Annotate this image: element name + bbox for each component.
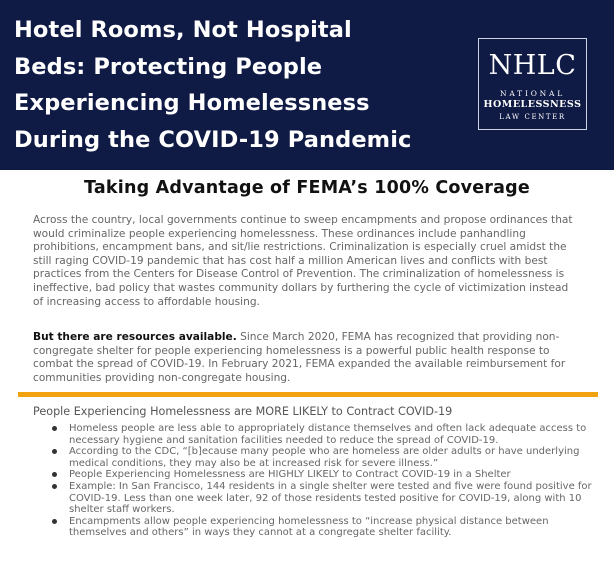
- resources-lead: But there are resources available.: [33, 331, 237, 343]
- list-item: Example: In San Francisco, 144 residents in a single shelter were tested and five were found positive for COVID-19. Less than one week later, 92 of those residents tested positive for COVID-19, along with 10 shelter staff workers.: [52, 481, 592, 516]
- orange-divider: [18, 392, 598, 397]
- logo-line-national: NATIONAL: [499, 89, 566, 98]
- bullet-icon: [52, 426, 57, 431]
- section-title: Taking Advantage of FEMA’s 100% Coverage: [84, 178, 530, 198]
- resources-paragraph: [33, 331, 581, 385]
- logo-line-law-center: LAW CENTER: [499, 113, 566, 121]
- bullet-icon: [52, 449, 57, 454]
- title-line: Experiencing Homelessness: [14, 90, 370, 116]
- list-item: Homeless people are less able to appropriately distance themselves and often lack adequate access to necessary hygiene and sanitation facilities needed to reduce the spread of COVID-19.: [52, 423, 592, 446]
- title-line: Beds: Protecting People: [14, 53, 323, 80]
- bullet-list: [52, 423, 592, 539]
- title-line: During the COVID-19 Pandemic: [14, 126, 412, 153]
- nhlc-logo: [478, 38, 587, 130]
- logo-acronym: NHLC: [488, 50, 577, 81]
- list-item: According to the CDC, “[b]ecause many people who are homeless are older adults or have underlying medical conditions, they may also be at increased risk for severe illness.”: [52, 446, 592, 469]
- list-heading: People Experiencing Homelessness are MORE LIKELY to Contract COVID-19: [33, 405, 453, 418]
- resources-body: Since March 2020, FEMA has recognized that providing non-congregate shelter for people experiencing homelessness is a powerful public health response to combat the spread of COVID-19. In February 2021, FEMA expanded the available reimbursement for communities providing non-congregate housing.: [33, 331, 566, 384]
- header-banner: [0, 0, 614, 170]
- bullet-icon: [52, 519, 57, 524]
- list-item: People Experiencing Homelessness are HIGHLY LIKELY to Contract COVID-19 in a Shelter: [52, 469, 592, 481]
- list-item: Encampments allow people experiencing homelessness to “increase physical distance between themselves and others” in ways they cannot at a congregate shelter facility.: [52, 516, 592, 539]
- title-line: Hotel Rooms, Not Hospital: [14, 17, 352, 43]
- logo-line-homelessness: HOMELESSNESS: [483, 99, 582, 110]
- document-title: [14, 12, 454, 158]
- intro-paragraph: Across the country, local governments continue to sweep encampments and propose ordinances that would criminalize people experiencing homelessness. These ordinances include panhandling prohibitions, encampment bans, and sit/lie restrictions. Criminalization is especially cruel amidst the still raging COVID-19 pandemic that has cost half a million American lives and conflicts with best practices from the Centers for Disease Control of Prevention. The criminalization of homelessness is ineffective, bad policy that wastes community dollars by furthering the cycle of victimization instead of increasing access to affordable housing.: [33, 214, 573, 308]
- bullet-icon: [52, 484, 57, 489]
- bullet-icon: [52, 472, 57, 477]
